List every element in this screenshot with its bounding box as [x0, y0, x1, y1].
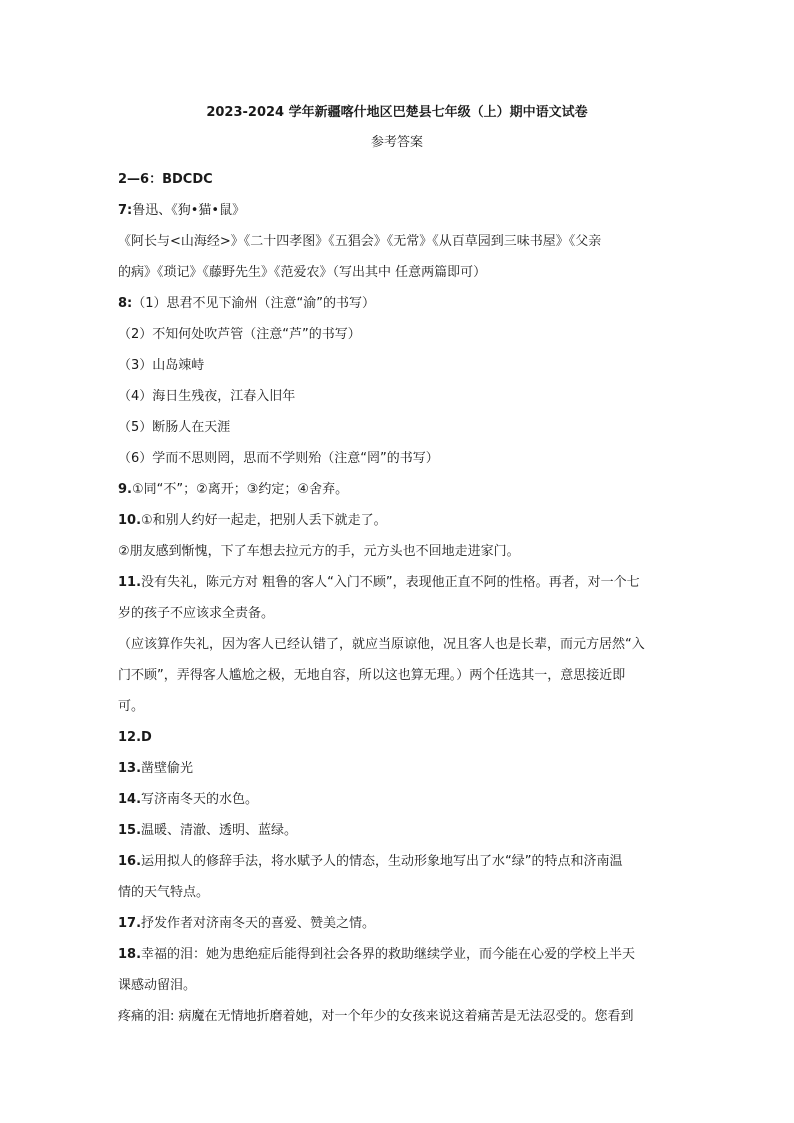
answer-line — [118, 567, 684, 598]
answer-number: 13. — [118, 761, 142, 776]
answer-text: 凿壁偷光 — [141, 761, 194, 776]
answer-text: 鲁迅、《狗•猫•鼠》 — [132, 203, 246, 218]
answer-text: （应该算作失礼，因为客人已经认错了，就应当原谅他，况且客人也是长辈，而元方居然“入 — [118, 637, 645, 652]
document-title: 2023-2024 学年新疆喀什地区巴楚县七年级（上）期中语文试卷 — [206, 105, 588, 120]
answer-number: 11. — [118, 575, 142, 590]
answer-text: 情的天气特点。 — [118, 885, 210, 900]
answer-text: 幸福的泪：她为患绝症后能得到社会各界的救助继续学业，而今能在心爱的学校上半天 — [141, 947, 636, 962]
answer-line — [118, 164, 684, 195]
answer-text: 岁的孩子不应该求全责备。 — [118, 606, 275, 621]
answer-line — [118, 939, 684, 970]
answer-text: （2）不知何处吹芦管（注意“芦”的书写） — [118, 327, 361, 342]
answer-text: 《阿长与<山海经>》《二十四孝图》《五猖会》《无常》《从百草园到三味书屋》《父亲 — [118, 234, 602, 249]
answer-line — [118, 1001, 684, 1032]
answer-line — [118, 753, 684, 784]
answer-text: 可。 — [118, 699, 145, 714]
answer-line — [118, 505, 684, 536]
answer-text: （4）海日生残夜，江春入旧年 — [118, 389, 296, 404]
answer-text: 没有失礼，陈元方对 粗鲁的客人“入门不顾”，表现他正直不阿的性格。再者，对一个七 — [141, 575, 640, 590]
answer-line — [118, 722, 684, 753]
answer-text: 门不顾”，弄得客人尴尬之极，无地自容，所以这也算无理。）两个任选其一，意思接近即 — [118, 668, 626, 683]
answer-number: 7: — [118, 203, 133, 218]
answer-line — [118, 598, 684, 629]
answer-line — [118, 195, 684, 226]
answer-text: 抒发作者对济南冬天的喜爱、赞美之情。 — [141, 916, 376, 931]
answer-text: 课感动留泪。 — [118, 978, 197, 993]
answer-text: 温暖、清澈、透明、蓝绿。 — [141, 823, 298, 838]
answer-number: 8: — [118, 296, 133, 311]
answer-number: 17. — [118, 916, 142, 931]
answer-number: 9. — [118, 482, 132, 497]
answer-text: （6）学而不思则罔，思而不学则殆（注意“罔”的书写） — [118, 451, 439, 466]
answer-text: ②朋友感到惭愧，下了车想去拉元方的手，元方头也不回地走进家门。 — [118, 544, 520, 559]
answer-line — [118, 908, 684, 939]
answer-line — [118, 970, 684, 1001]
answer-line — [118, 660, 684, 691]
answer-line — [118, 815, 684, 846]
answer-number: 10. — [118, 513, 142, 528]
answer-line — [118, 691, 684, 722]
answer-line — [118, 412, 684, 443]
answer-line — [118, 381, 684, 412]
answer-text: （5）断肠人在天涯 — [118, 420, 231, 435]
answer-body — [118, 164, 684, 1032]
answer-line — [118, 629, 684, 660]
answer-line — [118, 226, 684, 257]
answer-number: 15. — [118, 823, 142, 838]
answer-text: 疼痛的泪: 病魔在无情地折磨着她，对一个年少的女孩来说这着痛苦是无法忍受的。您看到 — [118, 1009, 634, 1024]
answer-number: 16. — [118, 854, 142, 869]
answer-line — [118, 288, 684, 319]
document-subtitle: 参考答案 — [370, 135, 423, 150]
answer-text: （3）山岛竦峙 — [118, 358, 205, 373]
answer-number: 2—6：BDCDC — [118, 172, 213, 187]
answer-text: 写济南冬天的水色。 — [141, 792, 259, 807]
answer-line — [118, 443, 684, 474]
answer-line — [118, 257, 684, 288]
answer-text: ①和别人约好一起走，把别人丢下就走了。 — [141, 513, 387, 528]
answer-text: （1）思君不见下渝州（注意“渝”的书写） — [132, 296, 375, 311]
answer-line — [118, 784, 684, 815]
answer-number: 14. — [118, 792, 142, 807]
answer-text: 运用拟人的修辞手法，将水赋予人的情态，生动形象地写出了水“绿”的特点和济南温 — [141, 854, 623, 869]
answer-number: 18. — [118, 947, 142, 962]
answer-line — [118, 536, 684, 567]
answer-line — [118, 474, 684, 505]
answer-line — [118, 350, 684, 381]
answer-line — [118, 877, 684, 908]
answer-line — [118, 846, 684, 877]
answer-text: ①同“不”；②离开；③约定；④舍弃。 — [131, 482, 349, 497]
answer-number: 12.D — [118, 730, 152, 745]
answer-text: 的病》《琐记》《藤野先生》《范爱农》（写出其中 任意两篇即可） — [118, 265, 487, 280]
answer-line — [118, 319, 684, 350]
